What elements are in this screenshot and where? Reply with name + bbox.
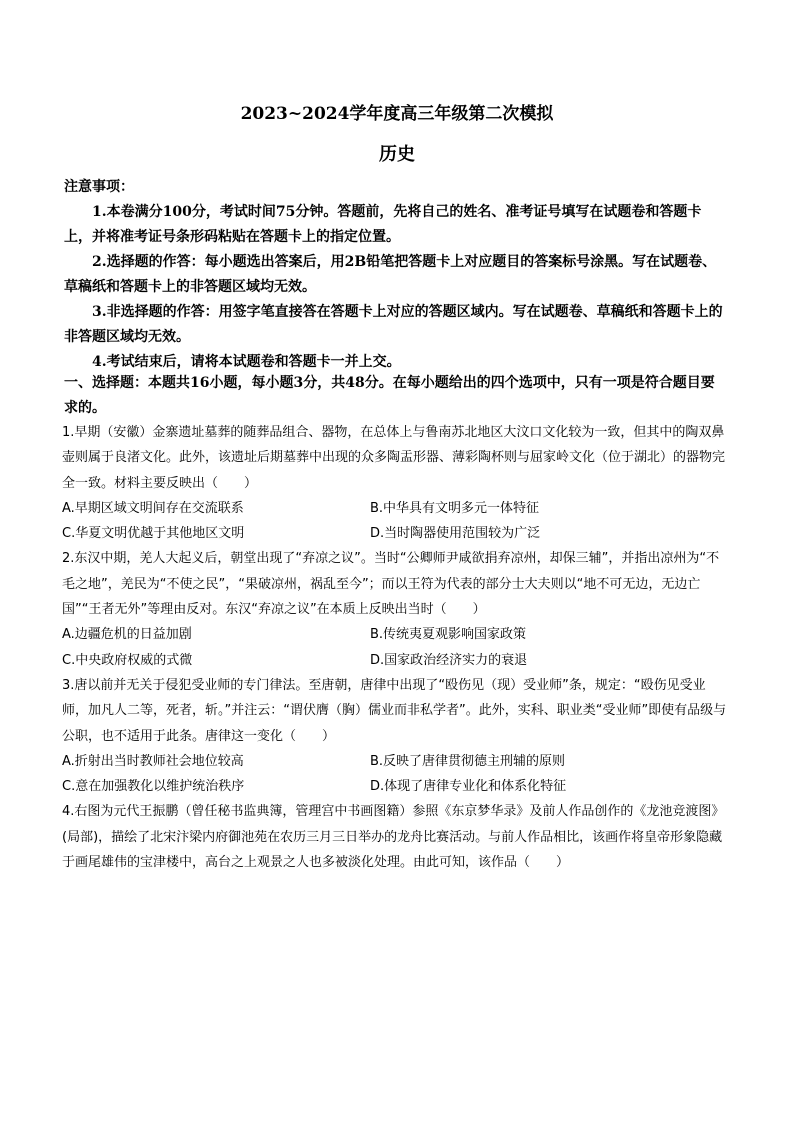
option-d: D.国家政治经济实力的衰退	[370, 652, 528, 668]
notice-item: 4.考试结束后，请将本试题卷和答题卡一并上交。	[92, 354, 401, 370]
option-grid	[62, 496, 730, 547]
option-b: B.传统夷夏观影响国家政策	[370, 627, 527, 643]
notice-item: 2.选择题的作答：每小题选出答案后，用2B铅笔把答题卡上对应题目的答案标号涂黑。写在试题卷、草稿纸和答题卡上的非答题区域均无效。	[64, 254, 717, 295]
notice-heading: 注意事项：	[64, 179, 134, 195]
option-c: C.华夏文明优越于其他地区文明	[62, 526, 245, 542]
question-list	[62, 420, 730, 875]
notice-item: 1.本卷满分100分，考试时间75分钟。答题前，先将自己的姓名、准考证号填写在试题卷和答题卡上，并将准考证号条形码粘贴在答题卡上的指定位置。	[64, 204, 702, 245]
option-a: A.边疆危机的日益加剧	[62, 627, 192, 643]
question-3	[62, 673, 730, 799]
question-stem: 3.唐以前并无关于侵犯受业师的专门律法。至唐朝，唐律中出现了“殴伤见（现）受业师”条，规定：“殴伤见受业师，加凡人二等，死者，斩。”并注云：“谓伏膺（胸）儒业而非私学者”。此外，实科、职业类“受业师”即使有品级与公职，也不适用于此条。唐律这一变化（ ）	[62, 677, 727, 744]
option-a: A.折射出当时教师社会地位较高	[62, 753, 244, 769]
option-d: D.体现了唐律专业化和体系化特征	[370, 779, 567, 795]
option-grid	[62, 749, 730, 800]
question-stem: 4.右图为元代王振鹏（曾任秘书监典簿，管理宫中书画图籍）参照《东京梦华录》及前人作品创作的《龙池竞渡图》(局部)，描绘了北宋汴梁内府御池苑在农历三月三日举办的龙舟比赛活动。与前人作品相比，该画作将皇帝形象隐藏于画尾雄伟的宝津楼中，高台之上观景之人也多被淡化处理。由此可知，该作品（ ）	[62, 804, 725, 871]
option-a: A.早期区域文明间存在交流联系	[62, 500, 244, 516]
option-c: C.意在加强教化以维护统治秩序	[62, 779, 245, 795]
notice-item: 3.非选择题的作答：用签字笔直接答在答题卡上对应的答题区域内。写在试题卷、草稿纸和答题卡上的非答题区域均无效。	[64, 304, 723, 345]
exam-title: 2023~2024学年度高三年级第二次模拟	[240, 104, 554, 124]
question-stem: 2.东汉中期，羌人大起义后，朝堂出现了“弃凉之议”。当时“公卿师尹咸欲捐弃凉州，却保三辅”，并指出凉州为“不毛之地”，羌民为“不使之民”，“果破凉州，祸乱至今”；而以王符为代表的部分士大夫则以“地不可无边，无边亡国”“王者无外”等理由反对。东汉“弃凉之议”在本质上反映出当时（ ）	[62, 551, 720, 618]
question-1	[62, 420, 730, 546]
option-c: C.中央政府权威的式微	[62, 652, 193, 668]
question-4	[62, 799, 730, 875]
section-heading: 一、选择题：本题共16小题，每小题3分，共48分。在每小题给出的四个选项中，只有一项是符合题目要求的。	[64, 375, 715, 416]
subject-title: 历史	[379, 144, 415, 165]
option-d: D.当时陶器使用范围较为广泛	[370, 526, 541, 542]
option-b: B.反映了唐律贯彻德主刑辅的原则	[370, 753, 566, 769]
notice-block	[64, 175, 728, 375]
question-stem: 1.早期（安徽）金寨遗址墓葬的随葬品组合、器物，在总体上与鲁南苏北地区大汶口文化较为一致，但其中的陶双鼻壶则属于良渚文化。此外，该遗址后期墓葬中出现的众多陶盂形器、薄彩陶杯则与屈家岭文化（位于湖北）的器物完全一致。材料主要反映出（ ）	[62, 425, 726, 491]
question-2	[62, 546, 730, 672]
option-grid	[62, 622, 730, 673]
option-b: B.中华具有文明多元一体特征	[370, 500, 540, 516]
